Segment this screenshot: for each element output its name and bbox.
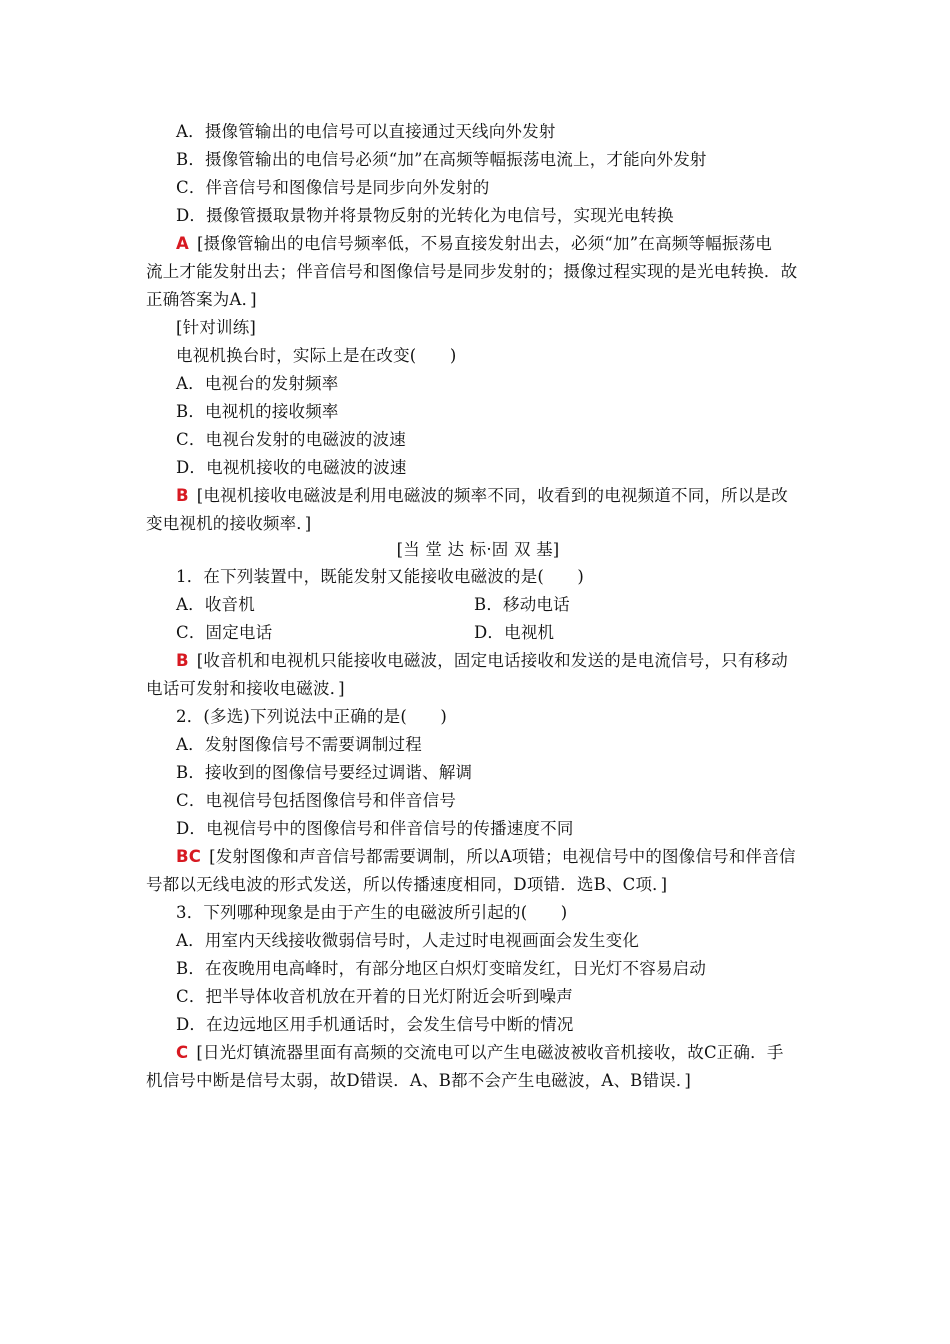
option-c: C．电视信号包括图像信号和伴音信号 bbox=[176, 791, 457, 810]
option-a: A．发射图像信号不需要调制过程 bbox=[176, 735, 422, 754]
explanation-text: [电视机接收电磁波是利用电磁波的频率不同，收看到的电视频道不同，所以是改 bbox=[196, 486, 788, 505]
answer-letter: BC bbox=[176, 847, 202, 866]
explanation-text: 机信号中断是信号太弱，故D错误．A、B都不会产生电磁波，A、B错误．] bbox=[146, 1071, 691, 1090]
question-text: 1．在下列装置中，既能发射又能接收电磁波的是( ) bbox=[176, 567, 585, 586]
option-a: A．收音机 bbox=[176, 595, 255, 614]
option-c: C．把半导体收音机放在开着的日光灯附近会听到噪声 bbox=[176, 987, 573, 1006]
explanation-text: 电话可发射和接收电磁波．] bbox=[146, 679, 345, 698]
answer-letter: A bbox=[176, 234, 189, 253]
question-text: 2．(多选)下列说法中正确的是( ) bbox=[176, 707, 448, 726]
explanation-text: 正确答案为A．] bbox=[146, 290, 257, 309]
option-d: D．电视机接收的电磁波的波速 bbox=[176, 458, 407, 477]
question-text: 电视机换台时，实际上是在改变( ) bbox=[176, 346, 457, 365]
option-b: B．电视机的接收频率 bbox=[176, 402, 339, 421]
option-a: A．电视台的发射频率 bbox=[176, 374, 339, 393]
option-c: C．固定电话 bbox=[176, 623, 273, 642]
explanation-text: [发射图像和声音信号都需要调制，所以A项错；电视信号中的图像信号和伴音信 bbox=[209, 847, 796, 866]
answer-line bbox=[176, 649, 840, 673]
answer-letter: B bbox=[176, 486, 189, 505]
explanation-text: [收音机和电视机只能接收电磁波，固定电话接收和发送的是电流信号，只有移动 bbox=[196, 651, 788, 670]
option-a: A．摄像管输出的电信号可以直接通过天线向外发射 bbox=[176, 122, 556, 141]
option-d: D．摄像管摄取景物并将景物反射的光转化为电信号，实现光电转换 bbox=[176, 206, 674, 225]
option-b: B．摄像管输出的电信号必须“加”在高频等幅振荡电流上，才能向外发射 bbox=[176, 150, 707, 169]
option-b: B．在夜晚用电高峰时，有部分地区白炽灯变暗发红，日光灯不容易启动 bbox=[176, 959, 707, 978]
option-b: B．接收到的图像信号要经过调谐、解调 bbox=[176, 763, 473, 782]
option-d: D．电视机 bbox=[474, 623, 555, 642]
explanation-text: 号都以无线电波的形式发送，所以传播速度相同，D项错．选B、C项．] bbox=[146, 875, 668, 894]
answer-letter: C bbox=[176, 1043, 189, 1062]
explanation-text: 变电视机的接收频率．] bbox=[146, 514, 312, 533]
explanation-text: [日光灯镇流器里面有高频的交流电可以产生电磁波被收音机接收，故C正确．手 bbox=[196, 1043, 784, 1062]
option-c: C．电视台发射的电磁波的波速 bbox=[176, 430, 406, 449]
option-d: D．电视信号中的图像信号和伴音信号的传播速度不同 bbox=[176, 819, 574, 838]
training-heading: [针对训练] bbox=[176, 318, 257, 337]
explanation-text: 流上才能发射出去；伴音信号和图像信号是同步发射的；摄像过程实现的是光电转换．故 bbox=[146, 262, 798, 281]
option-a: A．用室内天线接收微弱信号时，人走过时电视画面会发生变化 bbox=[176, 931, 640, 950]
answer-line bbox=[176, 1041, 840, 1065]
answer-line bbox=[176, 232, 840, 256]
option-c: C．伴音信号和图像信号是同步向外发射的 bbox=[176, 178, 490, 197]
explanation-text: [摄像管输出的电信号频率低，不易直接发射出去，必须“加”在高频等幅振荡电 bbox=[196, 234, 772, 253]
answer-line bbox=[176, 484, 840, 508]
answer-letter: B bbox=[176, 651, 189, 670]
section-title: [当 堂 达 标·固 双 基] bbox=[396, 540, 560, 559]
option-d: D．在边远地区用手机通话时，会发生信号中断的情况 bbox=[176, 1015, 574, 1034]
answer-line bbox=[176, 845, 840, 869]
question-text: 3．下列哪种现象是由于产生的电磁波所引起的( ) bbox=[176, 903, 568, 922]
option-b: B．移动电话 bbox=[474, 595, 570, 614]
